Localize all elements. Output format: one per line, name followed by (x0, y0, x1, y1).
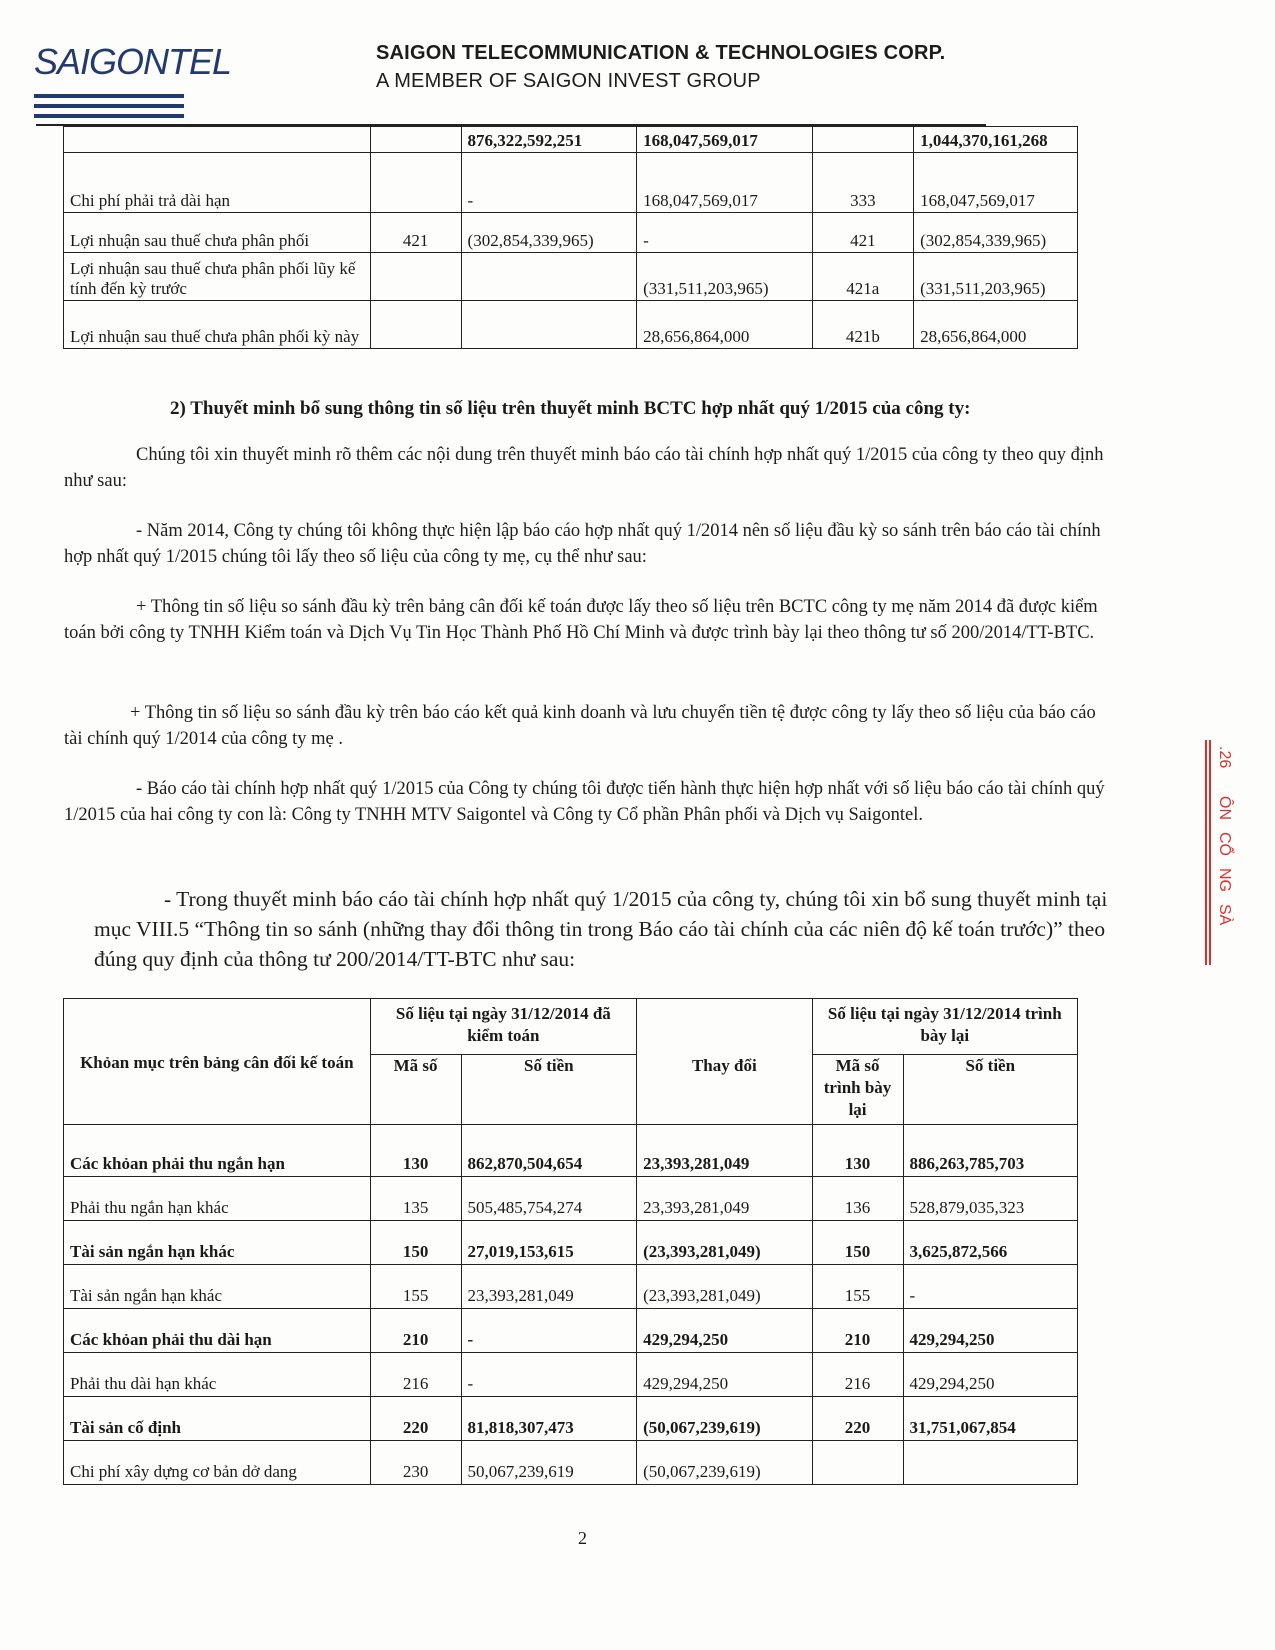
change-amount: (50,067,239,619) (637, 1441, 813, 1485)
row-label (64, 127, 371, 153)
change-amount: 23,393,281,049 (637, 1125, 813, 1177)
table-row (64, 1309, 1078, 1353)
amount-b: 1,044,370,161,268 (914, 127, 1078, 153)
code-b: 421 (812, 213, 914, 253)
change-amount: 23,393,281,049 (637, 1177, 813, 1221)
table-row (64, 1265, 1078, 1309)
stamp-text: .26 (1216, 746, 1233, 769)
change-amount: 28,656,864,000 (637, 301, 813, 349)
table-row (64, 1177, 1078, 1221)
company-member-line: A MEMBER OF SAIGON INVEST GROUP (376, 70, 761, 92)
header-code-b: Mã số trình bày lại (812, 1055, 903, 1125)
code-b: 333 (812, 153, 914, 213)
amount-a: 862,870,504,654 (461, 1125, 637, 1177)
code-a (370, 127, 461, 153)
code-a: 135 (370, 1177, 461, 1221)
amount-b: 528,879,035,323 (903, 1177, 1078, 1221)
paragraph-intro: Chúng tôi xin thuyết minh rõ thêm các nội dung trên thuyết minh báo cáo tài chính hợp nhất quý 1/2015 của công ty theo quy định như sau: (64, 445, 1104, 491)
amount-b: 429,294,250 (903, 1309, 1078, 1353)
row-label: Các khỏan phải thu ngắn hạn (64, 1125, 371, 1177)
stamp-fragment (1198, 740, 1248, 965)
comparative-info-table (63, 998, 1078, 1485)
amount-a: 505,485,754,274 (461, 1177, 637, 1221)
row-label: Phải thu dài hạn khác (64, 1353, 371, 1397)
row-label: Lợi nhuận sau thuế chưa phân phối (64, 213, 371, 253)
paragraph-2014-note: - Năm 2014, Công ty chúng tôi không thực hiện lập báo cáo hợp nhất quý 1/2014 nên số liệu đầu kỳ so sánh trên báo cáo tài chính hợp nhất quý 1/2015 chúng tôi lấy theo số liệu của công ty mẹ, cụ thể như sau: (64, 521, 1101, 567)
change-amount: 429,294,250 (637, 1309, 813, 1353)
amount-b: 31,751,067,854 (903, 1397, 1078, 1441)
header-change-spacer (637, 999, 813, 1055)
table-row (64, 127, 1078, 153)
header-group-audited: Số liệu tại ngày 31/12/2014 đã kiểm toán (370, 999, 636, 1055)
amount-b: 3,625,872,566 (903, 1221, 1078, 1265)
code-a (370, 153, 461, 213)
stamp-text: ÔN (1216, 796, 1233, 820)
paragraph-income-statement-source: + Thông tin số liệu so sánh đầu kỳ trên báo cáo kết quả kinh doanh và lưu chuyển tiền tệ được công ty lấy theo số liệu của báo cáo tài chính quý 1/2014 của công ty mẹ . (64, 703, 1096, 749)
amount-a (461, 301, 637, 349)
row-label: Tài sản cố định (64, 1397, 371, 1441)
stamp-text: SÀ (1216, 904, 1233, 926)
amount-b: (331,511,203,965) (914, 253, 1078, 301)
amount-a: 50,067,239,619 (461, 1441, 637, 1485)
row-label: Các khỏan phải thu dài hạn (64, 1309, 371, 1353)
row-label: Tài sản ngắn hạn khác (64, 1265, 371, 1309)
header-group-restated: Số liệu tại ngày 31/12/2014 trình bày lại (812, 999, 1077, 1055)
paragraph-supplement-note: - Trong thuyết minh báo cáo tài chính hợp nhất quý 1/2015 của công ty, chúng tôi xin bổ sung thuyết minh tại mục VIII.5 “Thông tin so sánh (những thay đổi thông tin trong Báo cáo tài chính của các niên độ kế toán trước)” theo đúng quy định của thông tư 200/2014/TT-BTC như sau: (94, 887, 1108, 971)
code-a: 421 (370, 213, 461, 253)
stamp-text: NG (1216, 868, 1233, 892)
header-item: Khỏan mục trên bảng cân đối kế toán (64, 999, 371, 1125)
row-label: Lợi nhuận sau thuế chưa phân phối kỳ này (64, 301, 371, 349)
amount-b: - (903, 1265, 1078, 1309)
code-b: 210 (812, 1309, 903, 1353)
page-number: 2 (578, 1528, 587, 1548)
code-b: 136 (812, 1177, 903, 1221)
code-b: 130 (812, 1125, 903, 1177)
change-amount: 429,294,250 (637, 1353, 813, 1397)
change-amount: (331,511,203,965) (637, 253, 813, 301)
change-amount: (23,393,281,049) (637, 1221, 813, 1265)
table-row (64, 1125, 1078, 1177)
company-logo (32, 36, 302, 136)
amount-a: (302,854,339,965) (461, 213, 637, 253)
code-b: 216 (812, 1353, 903, 1397)
change-amount: (23,393,281,049) (637, 1265, 813, 1309)
row-label: Chi phí xây dựng cơ bản dở dang (64, 1441, 371, 1485)
table-row (64, 253, 1078, 301)
amount-a: - (461, 1353, 637, 1397)
code-b: 150 (812, 1221, 903, 1265)
code-b: 421a (812, 253, 914, 301)
header-change: Thay đổi (637, 1055, 813, 1125)
table-row (64, 1353, 1078, 1397)
amount-a: - (461, 1309, 637, 1353)
amount-b: (302,854,339,965) (914, 213, 1078, 253)
code-b: 155 (812, 1265, 903, 1309)
change-amount: 168,047,569,017 (637, 127, 813, 153)
code-a: 130 (370, 1125, 461, 1177)
code-b: 220 (812, 1397, 903, 1441)
code-a: 155 (370, 1265, 461, 1309)
amount-a: 876,322,592,251 (461, 127, 637, 153)
amount-a: 23,393,281,049 (461, 1265, 637, 1309)
table-row (64, 153, 1078, 213)
row-label: Phải thu ngắn hạn khác (64, 1177, 371, 1221)
code-a: 216 (370, 1353, 461, 1397)
section-title: 2) Thuyết minh bổ sung thông tin số liệu trên thuyết minh BCTC hợp nhất quý 1/2015 của công ty: (170, 398, 971, 419)
code-a: 150 (370, 1221, 461, 1265)
code-b (812, 127, 914, 153)
change-amount: 168,047,569,017 (637, 153, 813, 213)
stamp-text: CỔ (1216, 832, 1233, 856)
company-name: SAIGON TELECOMMUNICATION & TECHNOLOGIES CORP. (376, 42, 946, 64)
code-b: 421b (812, 301, 914, 349)
amount-b: 429,294,250 (903, 1353, 1078, 1397)
amount-a: 81,818,307,473 (461, 1397, 637, 1441)
code-a: 210 (370, 1309, 461, 1353)
code-a: 230 (370, 1441, 461, 1485)
table-row (64, 1441, 1078, 1485)
amount-a (461, 253, 637, 301)
header-amount-b: Số tiền (903, 1055, 1078, 1125)
paragraph-consolidation-note: - Báo cáo tài chính hợp nhất quý 1/2015 của Công ty chúng tôi được tiến hành thực hiện hợp nhất với số liệu báo cáo tài chính quý 1/2015 của hai công ty con là: Công ty TNHH MTV Saigontel và Công ty Cổ phần Phân phối và Dịch vụ Saigontel. (64, 779, 1105, 825)
table-row (64, 1221, 1078, 1265)
paragraph-balance-sheet-source: + Thông tin số liệu so sánh đầu kỳ trên bảng cân đối kế toán được lấy theo số liệu trên BCTC công ty mẹ năm 2014 đã được kiểm toán bởi công ty TNHH Kiểm toán và Dịch Vụ Tin Học Thành Phố Hồ Chí Minh và được trình bày lại theo thông tư số 200/2014/TT-BTC. (64, 597, 1098, 643)
code-b (812, 1441, 903, 1485)
header-amount-a: Số tiền (461, 1055, 637, 1125)
amount-b: 28,656,864,000 (914, 301, 1078, 349)
row-label: Chi phí phải trả dài hạn (64, 153, 371, 213)
header-code-a: Mã số (370, 1055, 461, 1125)
equity-restatement-table (63, 126, 1078, 349)
logo-text: SAIGONTEL (34, 41, 232, 82)
amount-b: 886,263,785,703 (903, 1125, 1078, 1177)
table-row (64, 213, 1078, 253)
row-label: Tài sản ngắn hạn khác (64, 1221, 371, 1265)
table-row (64, 1397, 1078, 1441)
code-a (370, 253, 461, 301)
amount-a: 27,019,153,615 (461, 1221, 637, 1265)
amount-a: - (461, 153, 637, 213)
change-amount: (50,067,239,619) (637, 1397, 813, 1441)
amount-b (903, 1441, 1078, 1485)
amount-b: 168,047,569,017 (914, 153, 1078, 213)
code-a (370, 301, 461, 349)
row-label: Lợi nhuận sau thuế chưa phân phối lũy kế tính đến kỳ trước (64, 253, 371, 301)
table-row (64, 301, 1078, 349)
code-a: 220 (370, 1397, 461, 1441)
change-amount: - (637, 213, 813, 253)
